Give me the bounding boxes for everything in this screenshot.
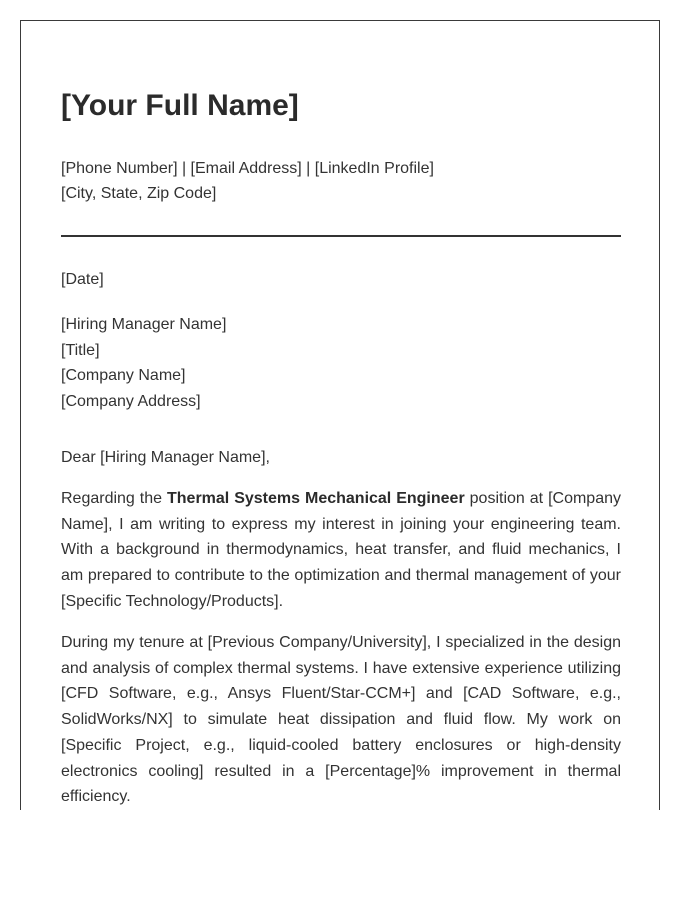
recipient-block bbox=[61, 312, 226, 415]
recipient-title: [Title] bbox=[61, 341, 100, 359]
contact-details: [Phone Number] | [Email Address] | [LinkedIn Profile] bbox=[61, 160, 434, 177]
letter-date: [Date] bbox=[61, 271, 104, 288]
sender-name: [Your Full Name] bbox=[61, 89, 299, 122]
recipient-hiring-manager: [Hiring Manager Name] bbox=[61, 316, 227, 333]
body-paragraph-2: During my tenure at [Previous Company/University], I specialized in the design and analysis of complex thermal systems. I have extensive experience utilizing [CFD Software, e.g., Ansys Fluent/Star-CCM+] and [CAD Software, e.g., SolidWorks/NX] to simulate heat dissipation and fluid flow. My work on [Specific Project, e.g., liquid-cooled battery enclosures or high-density electronics cooling] resulted in a [Percentage]% improvement in thermal efficiency. bbox=[61, 634, 621, 806]
letter-page bbox=[20, 20, 660, 810]
salutation: Dear [Hiring Manager Name], bbox=[61, 449, 270, 466]
recipient-company-address: [Company Address] bbox=[61, 393, 201, 411]
contact-block bbox=[61, 156, 434, 206]
body-paragraph-1 bbox=[61, 486, 621, 615]
recipient-company-name: [Company Name] bbox=[61, 367, 186, 385]
job-title-emphasis: Thermal Systems Mechanical Engineer bbox=[167, 490, 465, 507]
paragraph-1-rest: position at [Company Name], I am writing to express my interest in joining your engineering team. With a background in thermodynamics, heat transfer, and fluid mechanics, I am prepared to contribute to the optimization and thermal management of your [Specific Technology/Products]. bbox=[61, 490, 621, 610]
header-divider bbox=[61, 235, 621, 237]
paragraph-1-lead: Regarding the bbox=[61, 490, 167, 507]
sender-location: [City, State, Zip Code] bbox=[61, 185, 217, 202]
